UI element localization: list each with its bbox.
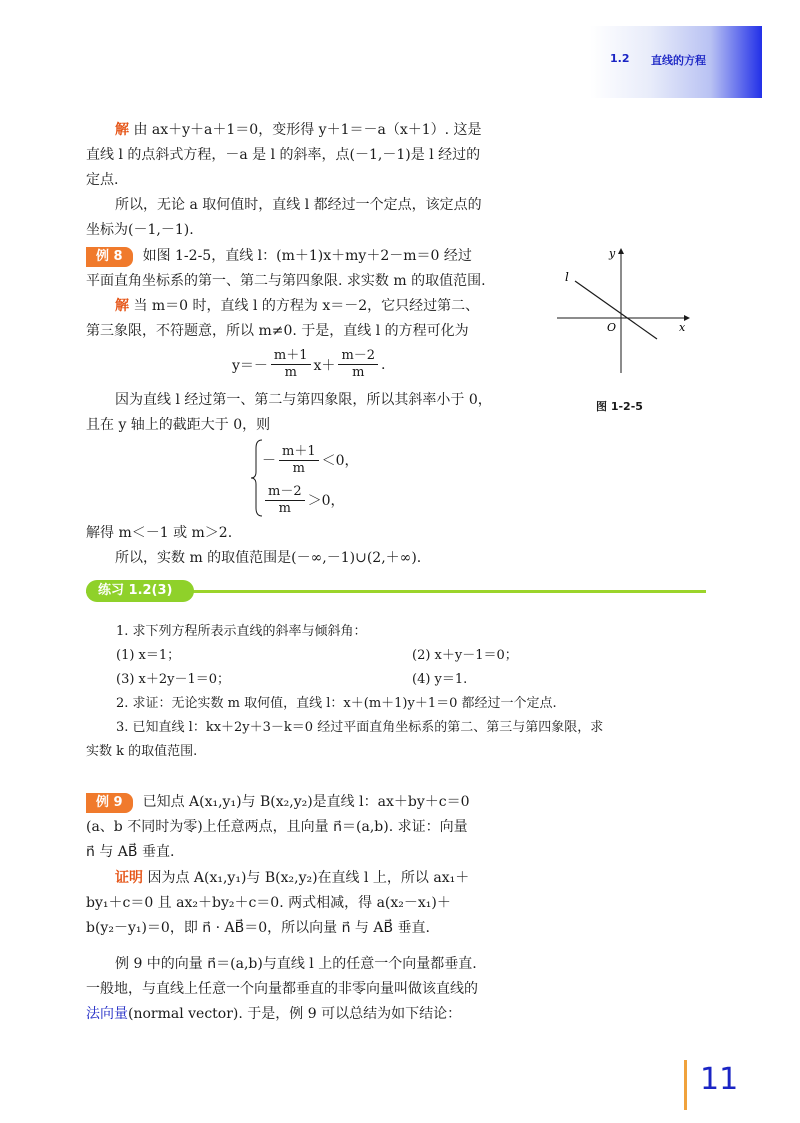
fraction-numerator: m＋1 (279, 444, 319, 461)
sol7-line-3: 定点. (86, 172, 119, 188)
ex9-text-1: 已知点 A(x₁,y₁)与 B(x₂,y₂)是直线 l：ax＋by＋c＝0 (142, 794, 470, 810)
ex9-line-1 (86, 790, 469, 815)
ex8-line-equation (232, 348, 386, 381)
header-section-title: 直线的方程 (651, 54, 706, 67)
x-axis-label: x (679, 321, 686, 334)
inequality-2 (262, 480, 359, 520)
ex8-text-1: 如图 1-2-5，直线 l：(m＋1)x＋my＋2－m＝0 经过 (142, 248, 472, 264)
inequality-1 (262, 440, 359, 480)
exercise-q1: 1. 求下列方程所表示直线的斜率与倾斜角： (116, 624, 367, 639)
page-number: 11 (700, 1062, 739, 1097)
y-axis-label: y (609, 247, 616, 260)
figure-caption: 图 1-2-5 (596, 400, 643, 413)
proof-keyword: 证明 (115, 870, 143, 886)
ex9-line-2: (a、b 不同时为零)上任意两点，且向量 n⃗＝(a,b). 求证：向量 (86, 819, 468, 835)
ex8-sol-line-4: 且在 y 轴上的截距大于 0，则 (86, 417, 271, 433)
ex9-proof-line-3: b(y₂－y₁)＝0，即 n⃗ · AB⃗＝0，所以向量 n⃗ 与 AB⃗ 垂直. (86, 920, 430, 936)
ex9-proof-text-1: 因为点 A(x₁,y₁)与 B(x₂,y₂)在直线 l 上，所以 ax₁＋ (147, 870, 470, 886)
fraction-denominator: m (352, 365, 365, 380)
ex8-line-2: 平面直角坐标系的第一、第二与第四象限. 求实数 m 的取值范围. (86, 273, 486, 289)
ex8-sol-text-1: 当 m＝0 时，直线 l 的方程为 x＝－2，它只经过第二、 (133, 298, 480, 314)
inequality-system (262, 440, 359, 520)
exercise-q1c: (3) x＋2y－1＝0； (116, 672, 231, 687)
formula-middle: x＋ (313, 357, 336, 374)
sys1-suffix: ＜0， (321, 453, 359, 469)
ex9-proof-line-1 (86, 866, 469, 891)
sys1-fraction (279, 444, 319, 477)
sol7-line-1 (86, 118, 482, 143)
sol7-line-4: 所以，无论 a 取何值时，直线 l 都经过一个定点，该定点的 (115, 197, 482, 213)
exercise-q1d: (4) y＝1. (412, 672, 468, 687)
origin-label: O (607, 321, 617, 334)
exercise-q1a: (1) x＝1； (116, 648, 181, 663)
sys2-suffix: ＞0， (307, 493, 345, 509)
conclusion-line-1: 例 9 中的向量 n⃗＝(a,b)与直线 l 上的任意一个向量都垂直. (115, 956, 477, 972)
sys2-fraction (265, 484, 305, 517)
sol7-line-2: 直线 l 的点斜式方程，－a 是 l 的斜率，点(－1,－1)是 l 经过的 (86, 147, 481, 163)
fraction-intercept (338, 348, 378, 381)
exercise-q2: 2. 求证：无论实数 m 取何值，直线 l：x＋(m＋1)y＋1＝0 都经过一个定点. (116, 696, 557, 711)
formula-lhs: y＝－ (232, 357, 268, 374)
conclusion-text-3: (normal vector). 于是，例 9 可以总结为如下结论： (128, 1006, 462, 1022)
ex9-line-3: n⃗ 与 AB⃗ 垂直. (86, 844, 175, 860)
exercise-q3-line-1: 3. 已知直线 l：kx＋2y＋3－k＝0 经过平面直角坐标系的第二、第三与第四象限，求 (116, 720, 604, 735)
page-number-divider (684, 1060, 687, 1110)
sol7-text-1: 由 ax＋y＋a＋1＝0，变形得 y＋1＝－a（x＋1）. 这是 (133, 122, 482, 138)
ex9-proof-line-2: by₁＋c＝0 且 ax₂＋by₂＋c＝0. 两式相减，得 a(x₂－x₁)＋ (86, 895, 451, 911)
ex8-line-1 (86, 244, 472, 269)
conclusion-line-2: 一般地，与直线上任意一个向量都垂直的非零向量叫做该直线的 (86, 981, 478, 997)
ex8-sol-line-2: 第三象限，不符题意，所以 m≠0. 于是，直线 l 的方程可化为 (86, 323, 469, 339)
fraction-numerator: m－2 (338, 348, 378, 365)
figure-1-2-5 (553, 243, 693, 378)
fraction-denominator: m (284, 365, 297, 380)
fraction-slope (271, 348, 311, 381)
ex8-sol-line-5: 解得 m＜－1 或 m＞2. (86, 525, 233, 541)
header-section-number: 1.2 (610, 52, 630, 65)
line-l-label: l (565, 270, 569, 284)
fraction-numerator: m－2 (265, 484, 305, 501)
sol7-line-5: 坐标为(－1,－1). (86, 222, 194, 238)
exercise-q1b: (2) x＋y－1＝0； (412, 648, 518, 663)
exercise-header-band (86, 584, 706, 598)
fraction-denominator: m (278, 500, 291, 516)
solution-keyword: 解 (115, 298, 129, 314)
solution-keyword: 解 (115, 122, 129, 138)
fraction-denominator: m (292, 460, 305, 476)
ex8-sol-line-3: 因为直线 l 经过第一、第二与第四象限，所以其斜率小于 0， (115, 392, 492, 408)
sys1-prefix: － (262, 453, 276, 469)
exercise-title-tab: 练习 1.2(3) (86, 580, 194, 602)
exercise-q3-line-2: 实数 k 的取值范围. (86, 744, 198, 759)
ex8-sol-line-6: 所以，实数 m 的取值范围是(－∞,－1)∪(2,＋∞). (115, 550, 422, 566)
conclusion-line-3 (86, 1002, 461, 1027)
fraction-numerator: m＋1 (271, 348, 311, 365)
ex8-sol-line-1 (86, 294, 479, 319)
example-9-badge: 例 9 (86, 793, 133, 813)
formula-end: . (381, 356, 386, 373)
normal-vector-term: 法向量 (86, 1006, 128, 1022)
example-8-badge: 例 8 (86, 247, 133, 267)
